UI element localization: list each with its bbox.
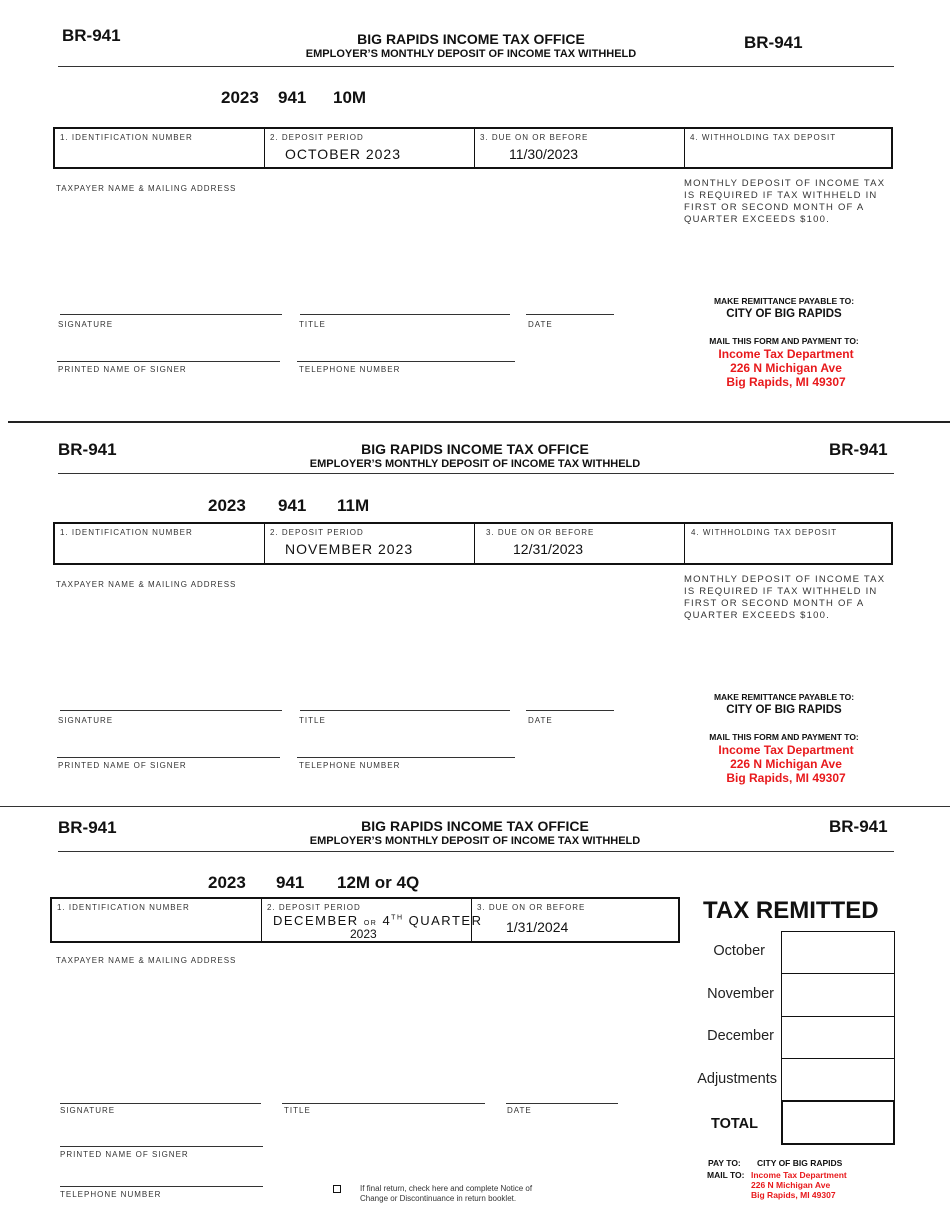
date-label: DATE <box>528 320 553 329</box>
tax-remitted-label-october: October <box>713 943 765 959</box>
mail-to-address <box>751 1170 847 1200</box>
withholding-tax-deposit-label: 4. WITHHOLDING TAX DEPOSIT <box>690 133 837 142</box>
due-date-label: 3. DUE ON OR BEFORE <box>477 903 586 912</box>
remit-city: Big Rapids, MI 49307 <box>726 771 846 785</box>
withholding-tax-deposit-field[interactable] <box>685 129 891 167</box>
tax-remitted-label-adjustments: Adjustments <box>697 1071 777 1087</box>
printed-name-line[interactable] <box>57 361 280 362</box>
form-id-right: BR-941 <box>829 817 888 836</box>
tax-remitted-adjustments-cell[interactable] <box>781 1058 895 1101</box>
year-code: 2023 <box>221 88 259 107</box>
taxpayer-name-label: TAXPAYER NAME & MAILING ADDRESS <box>56 956 237 965</box>
deposit-period-or: OR <box>363 920 378 927</box>
deposit-period-value: OCTOBER 2023 <box>285 146 402 162</box>
deposit-period-quarter: QUARTER <box>408 913 483 928</box>
due-date-value: 12/31/2023 <box>513 541 584 557</box>
mail-to-dept: Income Tax Department <box>751 1170 847 1180</box>
identification-number-field[interactable] <box>55 524 265 563</box>
coupon-separator <box>8 421 950 423</box>
remit-city: Big Rapids, MI 49307 <box>726 375 846 389</box>
tax-remitted-december-cell[interactable] <box>781 1016 895 1059</box>
printed-name-label: PRINTED NAME OF SIGNER <box>58 365 187 374</box>
mail-to-label: MAIL TO: <box>707 1170 745 1180</box>
due-date-value: 1/31/2024 <box>506 919 569 935</box>
title-label: TITLE <box>284 1106 311 1115</box>
year-code: 2023 <box>208 496 246 515</box>
due-date-label: 3. DUE ON OR BEFORE <box>480 133 589 142</box>
identification-number-label: 1. IDENTIFICATION NUMBER <box>60 528 193 537</box>
title-line[interactable] <box>282 1103 485 1104</box>
deposit-info-box <box>50 897 680 943</box>
tax-remitted-total-label: TOTAL <box>711 1116 758 1132</box>
form-code: 941 <box>278 496 307 515</box>
date-line[interactable] <box>506 1103 618 1104</box>
tax-remitted-title: TAX REMITTED <box>703 897 879 924</box>
signature-line[interactable] <box>60 1103 261 1104</box>
remit-street: 226 N Michigan Ave <box>730 757 842 771</box>
pay-to-label: PAY TO: <box>708 1158 741 1168</box>
identification-number-label: 1. IDENTIFICATION NUMBER <box>60 133 193 142</box>
pay-to-value: CITY OF BIG RAPIDS <box>757 1158 843 1168</box>
mail-label: MAIL THIS FORM AND PAYMENT TO: <box>709 336 859 346</box>
monthly-deposit-notice: MONTHLY DEPOSIT OF INCOME TAX IS REQUIRED IF TAX WITHHELD IN FIRST OR SECOND MONTH OF A QUARTER EXCEEDS $100. <box>684 574 886 621</box>
deposit-period-label: 2. DEPOSIT PERIOD <box>270 133 364 142</box>
header-rule <box>58 851 894 852</box>
telephone-line[interactable] <box>297 361 515 362</box>
tax-remitted-october-cell[interactable] <box>781 931 895 974</box>
title-line[interactable] <box>300 710 510 711</box>
period-code: 12M or 4Q <box>337 873 420 892</box>
printed-name-line[interactable] <box>60 1146 263 1147</box>
deposit-period-quarter-number: 4 <box>382 913 392 928</box>
title-line[interactable] <box>300 314 510 315</box>
year-code: 2023 <box>208 873 246 892</box>
payable-to: CITY OF BIG RAPIDS <box>726 704 842 716</box>
deposit-info-box <box>53 522 893 565</box>
printed-name-label: PRINTED NAME OF SIGNER <box>60 1150 189 1159</box>
final-return-checkbox[interactable] <box>333 1185 341 1193</box>
signature-label: SIGNATURE <box>60 1106 116 1115</box>
agency-title: BIG RAPIDS INCOME TAX OFFICE <box>361 818 589 834</box>
remit-dept: Income Tax Department <box>718 347 854 361</box>
deposit-period-field <box>262 899 483 941</box>
coupon-separator <box>0 806 950 807</box>
deposit-period-value: NOVEMBER 2023 <box>285 541 414 557</box>
deposit-info-box <box>53 127 893 169</box>
printed-name-line[interactable] <box>57 757 280 758</box>
printed-name-label: PRINTED NAME OF SIGNER <box>58 761 187 770</box>
tax-remitted-november-cell[interactable] <box>781 973 895 1017</box>
deposit-period-month: DECEMBER <box>273 913 359 928</box>
identification-number-field[interactable] <box>55 129 265 167</box>
date-line[interactable] <box>526 314 614 315</box>
agency-title: BIG RAPIDS INCOME TAX OFFICE <box>357 31 585 47</box>
date-line[interactable] <box>526 710 614 711</box>
tax-remitted-label-november: November <box>707 986 774 1002</box>
deposit-period-quarter-suffix: TH <box>391 914 404 922</box>
mail-to-city: Big Rapids, MI 49307 <box>751 1190 836 1200</box>
deposit-period-label: 2. DEPOSIT PERIOD <box>270 528 364 537</box>
form-subtitle: EMPLOYER’S MONTHLY DEPOSIT OF INCOME TAX WITHHELD <box>309 835 641 847</box>
telephone-label: TELEPHONE NUMBER <box>299 365 401 374</box>
signature-line[interactable] <box>60 314 282 315</box>
period-code: 11M <box>337 496 370 515</box>
header-rule <box>58 473 894 474</box>
telephone-line[interactable] <box>297 757 515 758</box>
deposit-period-value <box>273 913 482 928</box>
due-date-value: 11/30/2023 <box>509 146 579 162</box>
deposit-period-field <box>265 524 475 563</box>
due-date-field <box>475 524 685 563</box>
form-subtitle: EMPLOYER’S MONTHLY DEPOSIT OF INCOME TAX WITHHELD <box>309 458 641 470</box>
payable-to: CITY OF BIG RAPIDS <box>726 308 842 320</box>
date-label: DATE <box>507 1106 532 1115</box>
identification-number-field[interactable] <box>52 899 262 941</box>
header-rule <box>58 66 894 67</box>
due-date-field <box>475 129 685 167</box>
payable-label: MAKE REMITTANCE PAYABLE TO: <box>713 296 855 306</box>
date-label: DATE <box>528 716 553 725</box>
form-subtitle: EMPLOYER’S MONTHLY DEPOSIT OF INCOME TAX WITHHELD <box>305 48 637 60</box>
remit-dept: Income Tax Department <box>718 743 854 757</box>
deposit-period-field <box>265 129 475 167</box>
withholding-tax-deposit-field[interactable] <box>685 524 891 563</box>
telephone-line[interactable] <box>60 1186 263 1187</box>
due-date-label: 3. DUE ON OR BEFORE <box>486 528 595 537</box>
form-id-right: BR-941 <box>829 440 888 459</box>
form-id-left: BR-941 <box>58 818 117 837</box>
due-date-field <box>472 899 678 941</box>
form-id-right: BR-941 <box>744 33 803 52</box>
final-return-note: If final return, check here and complete Notice of Change or Discontinuance in return booklet. <box>360 1184 533 1203</box>
form-code: 941 <box>278 88 307 107</box>
payable-label: MAKE REMITTANCE PAYABLE TO: <box>713 692 855 702</box>
telephone-label: TELEPHONE NUMBER <box>299 761 401 770</box>
mail-label: MAIL THIS FORM AND PAYMENT TO: <box>709 732 859 742</box>
remit-street: 226 N Michigan Ave <box>730 361 842 375</box>
deposit-period-label: 2. DEPOSIT PERIOD <box>267 903 361 912</box>
taxpayer-name-label: TAXPAYER NAME & MAILING ADDRESS <box>56 580 237 589</box>
form-code: 941 <box>276 873 305 892</box>
telephone-label: TELEPHONE NUMBER <box>60 1190 162 1199</box>
period-code: 10M <box>333 88 367 107</box>
tax-remitted-label-december: December <box>707 1028 774 1044</box>
taxpayer-name-label: TAXPAYER NAME & MAILING ADDRESS <box>56 184 237 193</box>
title-label: TITLE <box>299 320 326 329</box>
form-id-left: BR-941 <box>58 440 117 459</box>
deposit-period-year: 2023 <box>350 927 377 941</box>
agency-title: BIG RAPIDS INCOME TAX OFFICE <box>361 441 589 457</box>
form-id-left: BR-941 <box>62 26 121 45</box>
title-label: TITLE <box>299 716 326 725</box>
identification-number-label: 1. IDENTIFICATION NUMBER <box>57 903 190 912</box>
withholding-tax-deposit-label: 4. WITHHOLDING TAX DEPOSIT <box>691 528 838 537</box>
tax-remitted-total-cell[interactable] <box>781 1100 895 1145</box>
monthly-deposit-notice: MONTHLY DEPOSIT OF INCOME TAX IS REQUIRED IF TAX WITHHELD IN FIRST OR SECOND MONTH OF A QUARTER EXCEEDS $100. <box>684 178 886 225</box>
signature-line[interactable] <box>60 710 282 711</box>
signature-label: SIGNATURE <box>58 716 114 725</box>
signature-label: SIGNATURE <box>58 320 114 329</box>
mail-to-street: 226 N Michigan Ave <box>751 1180 831 1190</box>
